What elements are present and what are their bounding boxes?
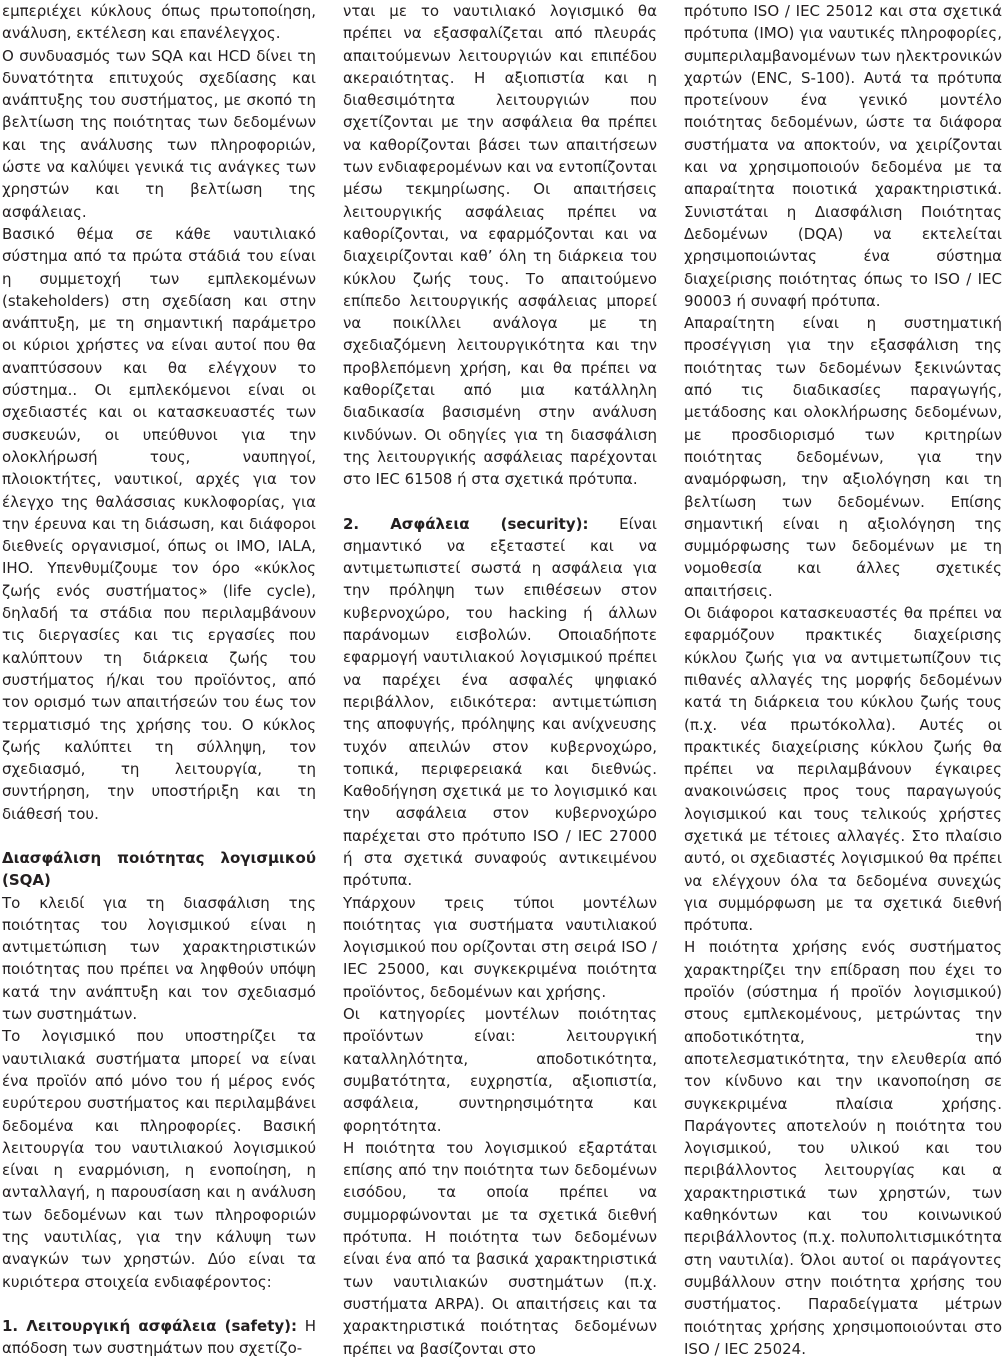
text-column-1	[2, 0, 316, 1360]
paragraph: νται με το ναυτιλιακό λογισμικό θα πρέπει να εξασφαλίζεται από πλευράς απαιτούμενων λειτουργιών και επιπέδου ακεραιότητας. Η αξιοπιστία και η διαθεσιμότητα λειτουργιών που σχετίζονται με την ασφάλεια θα πρέπει να καθορίζονται βάσει των απαιτήσεων των ενδιαφερομένων και να εντοπίζονται μέσω τεκμηρίωσης. Οι απαιτήσεις λειτουργικής ασφάλειας πρέπει να καθορίζονται, να εφαρμόζονται και να διαχειρίζονται καθ’ όλη τη διάρκεια του κύκλου ζωής τους. Το απαιτούμενο επίπεδο λειτουργικής ασφάλειας μπορεί να ποικίλλει ανάλογα με τη σχεδιαζόμενη λειτουργικότητα και την προβλεπόμενη χρήση, και θα πρέπει να καθορίζεται από μια κατάλληλη διαδικασία βασισμένη στην ανάλυση κινδύνων. Οι οδηγίες για τη διασφάλιση της λειτουργικής ασφάλειας παρέχονται στο IEC 61508 ή στα σχετικά πρότυπα.	[343, 2, 657, 489]
paragraph: Απαραίτητη είναι η συστηματική προσέγγιση για την εξασφάλιση της ποιότητας των δεδομένων ξεκινώντας από τις διαδικασίες παραγωγής, μετάδοσης και ολοκλήρωσης δεδομένων, με προσδιορισμό των κριτηρίων ποιότητας δεδομένων, για την αναμόρφωση, την αξιολόγηση και τη βελτίωση των δεδομένων. Επίσης σημαντική είναι η αξιολόγηση της συμμόρφωσης των δεδομένων με τη νομοθεσία και άλλες σχετικές απαιτήσεις.	[684, 314, 1002, 600]
text-column-2	[343, 0, 657, 1360]
run-in-heading: 1. Λειτουργική ασφάλεια (safety):	[2, 1316, 297, 1335]
paragraph: εμπεριέχει κύκλους όπως πρωτοποίηση, ανάλυση, εκτέλεση και επανέλεγχος.	[2, 2, 316, 43]
paragraph: Η ποιότητα του λογισμικού εξαρτάται επίσης από την ποιότητα των δεδομένων εισόδου, τα οποία πρέπει να συμμορφώνονται με τα σχετικά διεθνή πρότυπα. Η ποιότητα των δεδομένων είναι ένα από τα βασικά χαρακτηριστικά των ναυτιλιακών συστημάτων (π.χ. συστήματα ARPA). Οι απαιτήσεις και τα χαρακτηριστικά ποιότητας δεδομένων πρέπει να βασίζονται στο	[343, 1138, 657, 1358]
paragraph: Βασικό θέμα σε κάθε ναυτιλιακό σύστημα από τα πρώτα στάδιά του είναι η συμμετοχή των εμπλεκομένων (stakeholders) στη σχεδίαση και στην ανάπτυξη, με τη σημαντική παράμετρο οι κύριοι χρήστες να είναι αυτοί που θα αναπτύσσουν και θα ελέγχουν το σύστημα.. Οι εμπλεκόμενοι είναι οι σχεδιαστές και οι κατασκευαστές των συσκευών, οι υπεύθυνοι για την ολοκλήρωσή τους, ναυπηγοί, πλοιοκτήτες, ναυτικοί, αρχές για τον έλεγχο της θαλάσσιας κυκλοφορίας, για την έρευνα και τη διάσωση, και διάφοροι διεθνείς οργανισμοί, όπως οι IMO, IALA, IHO. Υπενθυμίζουμε τον όρο «κύκλος ζωής ενός συστήματος» (life cycle), δηλαδή τα στάδια που περιλαμβάνουν τις διεργασίες και τις εργασίες που καλύπτουν τη διάρκεια ζωής του συστήματος ή/και του προϊόντος, από τον ορισμό των απαιτήσεών του έως τον τερματισμό της χρήσης του. Ο κύκλος ζωής καλύπτει τη σύλληψη, τον σχεδιασμό, τη λειτουργία, τη συντήρηση, την υποστήριξη και τη διάθεσή του.	[2, 224, 316, 823]
paragraph: Οι κατηγορίες μοντέλων ποιότητας προϊόντων είναι: λειτουργική καταλληλότητα, αποδοτικότητα, συμβατότητα, ευχρηστία, αξιοπιστία, ασφάλεια, συντηρησιμότητα και φορητότητα.	[343, 1005, 657, 1135]
spacer	[2, 1293, 316, 1315]
paragraph: πρότυπο ISO / IEC 25012 και στα σχετικά πρότυπα (IMO) για ναυτικές πληροφορίες, συμπεριλαμβανομένων των ηλεκτρονικών χαρτών (ENC, S-100). Αυτά τα πρότυπα προτείνουν ένα γενικό μοντέλο ποιότητας δεδομένων, ώστε τα διάφορα συστήματα να αποκτούν, να χειρίζονται και να χρησιμοποιούν δεδομένα με τα απαραίτητα ποιοτικά χαρακτηριστικά. Συνιστάται η Διασφάλιση Ποιότητας Δεδομένων (DQA) να εκτελείται χρησιμοποιώντας ένα σύστημα διαχείρισης ποιότητας όπως το ISO / IEC 90003 ή συναφή πρότυπα.	[684, 2, 1002, 310]
paragraph-text: Η απόδοση των συστημάτων που σχετίζο-	[2, 1316, 316, 1358]
text-column-3	[684, 0, 1002, 1360]
paragraph-text: Είναι σημαντικό να εξεταστεί και να αντιμετωπιστεί σωστά η ασφάλεια για την πρόληψη των επιθέσεων στον κυβερνοχώρο, του hacking ή άλλων παράνομων εισβολών. Οποιαδήποτε εφαρμογή ναυτιλιακού λογισμικού πρέπει να παρέχει ένα ασφαλές ψηφιακό περιβάλλον, ειδικότερα: αντιμετώπιση της αποφυγής, πρόληψης και ανίχνευσης τυχόν απειλών στον κυβερνοχώρο, τοπικά, περιφερειακά και διεθνώς. Καθοδήγηση σχετικά με το λογισμικό και την ασφάλεια στον κυβερνοχώρο παρέχεται στο πρότυπο ISO / IEC 27000 ή στα σχετικά συναφούς αντικειμένου πρότυπα.	[343, 514, 657, 890]
section-heading: Διασφάλιση ποιότητας λογισμικού (SQA)	[2, 848, 316, 890]
paragraph	[343, 513, 657, 892]
paragraph: Ο συνδυασμός των SQA και HCD δίνει τη δυνατότητα επιτυχούς σχεδίασης και ανάπτυξης του συστήματος, με σκοπό τη βελτίωση της ποιότητας των δεδομένων και της ανάλυσης των πληροφοριών, ώστε να καλύψει γενικά τις ανάγκες των χρηστών και τη βελτίωση της ασφάλειας.	[2, 46, 316, 221]
paragraph: Οι διάφοροι κατασκευαστές θα πρέπει να εφαρμόζουν πρακτικές διαχείρισης κύκλου ζωής για να αντιμετωπίζουν τις πιθανές αλλαγές της μορφής δεδομένων κατά τη διάρκεια του κύκλου ζωής τους (π.χ. νέα πρωτόκολλα). Αυτές οι πρακτικές διαχείρισης κύκλου ζωής θα πρέπει να περιλαμβάνουν έγκαιρες ανακοινώσεις προς τους παραγωγούς λογισμικού και τους τελικούς χρήστες σχετικά με τέτοιες αλλαγές. Στο πλαίσιο αυτό, οι σχεδιαστές λογισμικού θα πρέπει να ελέγχουν όλα τα δεδομένα συνεχώς για συμμόρφωση με τα σχετικά διεθνή πρότυπα.	[684, 604, 1002, 935]
paragraph: Υπάρχουν τρεις τύποι μοντέλων ποιότητας για συστήματα ναυτιλιακού λογισμικού που ορίζονται στη σειρά ISO / IEC 25000, και συγκεκριμένα ποιότητα προϊόντος, δεδομένων και χρήσης.	[343, 893, 657, 1001]
spacer	[343, 491, 657, 513]
run-in-heading: 2. Ασφάλεια (security):	[343, 514, 589, 533]
paragraph	[2, 1315, 316, 1360]
paragraph: Η ποιότητα χρήσης ενός συστήματος χαρακτηρίζει την επίδραση που έχει το προϊόν (σύστημα ή προϊόν λογισμικού) στους εμπλεκομένους, μετρώντας την αποδοτικότητα, την αποτελεσματικότητα, την ελευθερία από τον κίνδυνο και την ικανοποίηση σε συγκεκριμένα πλαίσια χρήσης. Παράγοντες αποτελούν η ποιότητα του λογισμικού, του υλικού και του περιβάλλοντος λειτουργίας και α χαρακτηριστικά των χρηστών, των καθηκόντων και του κοινωνικού περιβάλλοντος (π.χ. πολυπολιτισμικότητα στη ναυτιλία). Όλοι αυτοί οι παράγοντες συμβάλλουν στην ποιότητα χρήσης του συστήματος. Παραδείγματα μέτρων ποιότητας χρήσης χρησιμοποιούνται στο ISO / IEC 25024.	[684, 938, 1002, 1358]
paragraph: Το κλειδί για τη διασφάλιση της ποιότητας του λογισμικού είναι η αντιμετώπιση των χαρακτηριστικών ποιότητας που πρέπει να ληφθούν υπόψη κατά την ανάπτυξη και τον σχεδιασμό των συστημάτων.	[2, 893, 316, 1024]
paragraph: Το λογισμικό που υποστηρίζει τα ναυτιλιακά συστήματα μπορεί να είναι ένα προϊόν από μόνο του ή μέρος ενός ευρύτερου συστήματος και περιλαμβάνει δεδομένα και πληροφορίες. Βασική λειτουργία του ναυτιλιακού λογισμικού είναι η εναρμόνιση, η ενοποίηση, η ανταλλαγή, η παρουσίαση και η ανάλυση των δεδομένων και των πληροφοριών της ναυτιλίας, για την κάλυψη των αναγκών των χρηστών. Δύο είναι τα κυριότερα στοιχεία ενδιαφέροντος:	[2, 1027, 316, 1291]
spacer	[2, 825, 316, 847]
